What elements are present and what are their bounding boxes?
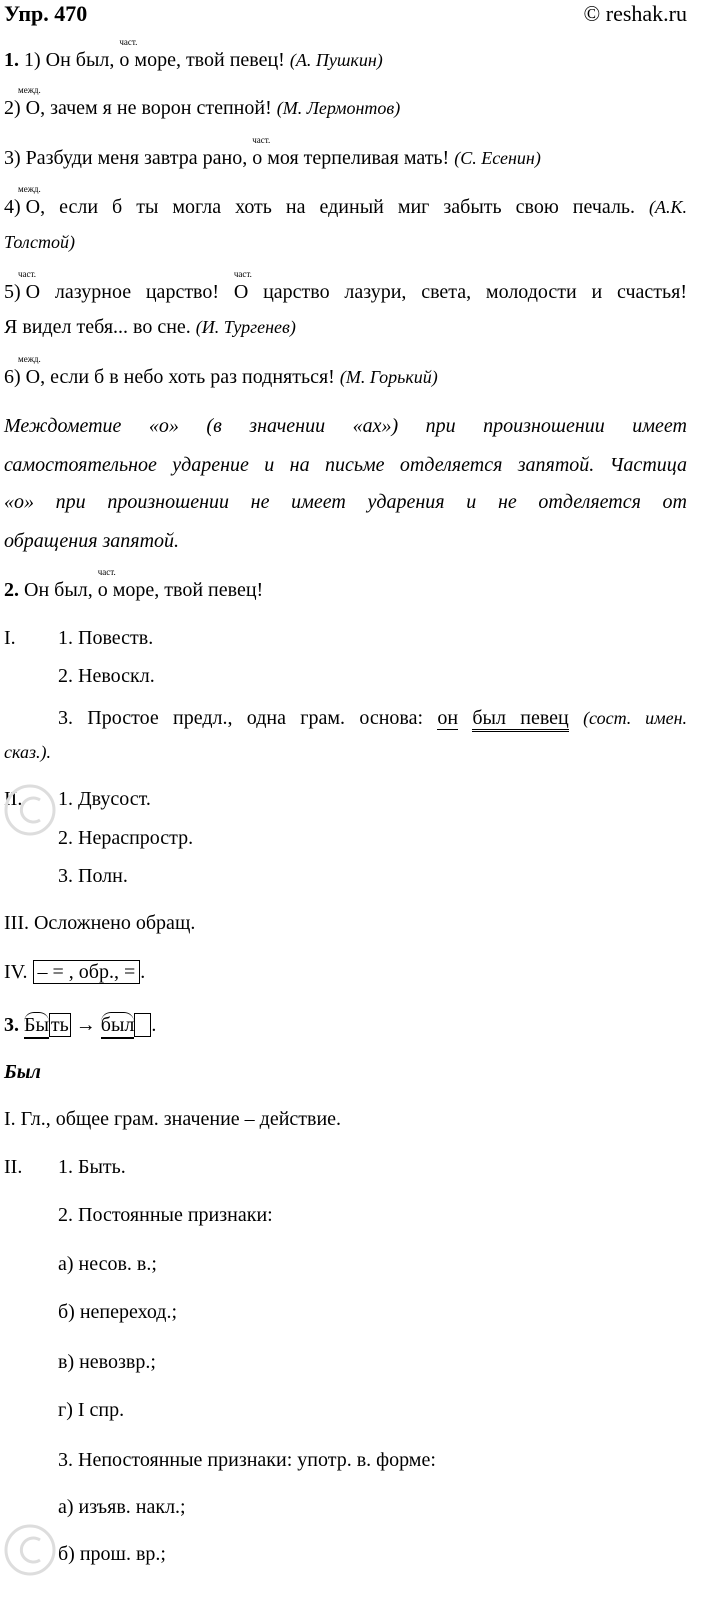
rule-line: «о» при произношении не имеет ударения и не отделяется от xyxy=(4,491,687,513)
parse-item: 1. Повеств. xyxy=(58,627,154,649)
parse-item: 2. Нераспростр. xyxy=(58,827,194,849)
sentence-2: межд. 2) О, зачем я не ворон степной! (М. Лермонтов) xyxy=(4,85,401,119)
morph-item: 1. Быть. xyxy=(58,1156,126,1178)
word-title: Был xyxy=(4,1061,41,1083)
parse-item-basis: 3. Простое предл., одна грам. основа: он был певец (сост. имен. xyxy=(58,706,687,730)
roman-2: II. xyxy=(4,788,23,810)
morph-item: а) несов. в.; xyxy=(58,1253,157,1275)
morph-item: г) I спр. xyxy=(58,1399,125,1421)
morph-item: 3. Непостоянные признаки: употр. в. форме: xyxy=(58,1449,436,1471)
exercise-title: Упр. 470 xyxy=(4,1,88,26)
morph-item: I. Гл., общее грам. значение – действие. xyxy=(4,1108,342,1130)
morph-item: б) непереход.; xyxy=(58,1301,178,1323)
sentence-5: част. 5) О лазурное царство! част. О царство лазури, света, молодости и счастья! xyxy=(4,269,688,303)
roman-1: I. xyxy=(4,627,16,649)
sentence-4-author: Толстой) xyxy=(4,232,75,252)
morpheme-parse: 3. Бы ть → был . xyxy=(4,1012,156,1039)
parse-item: 1. Двусост. xyxy=(58,788,151,810)
roman-3: III. Осложнено обращ. xyxy=(4,912,196,934)
morph-item: в) невозвр.; xyxy=(58,1351,156,1373)
copyright: © reshak.ru xyxy=(583,1,687,26)
sentence-scheme: IV. – = , обр., = . xyxy=(4,961,146,983)
roman-2: II. xyxy=(4,1156,23,1178)
sentence-1: 1. 1) Он был, част. о море, твой певец! (А. Пушкин) xyxy=(4,37,383,71)
sentence-5-cont: Я видел тебя... во сне. (И. Тургенев) xyxy=(4,316,296,338)
morph-item: 2. Постоянные признаки: xyxy=(58,1204,273,1226)
parse-note: сказ.). xyxy=(4,742,51,762)
sentence-4: межд. 4) О, если б ты могла хоть на единый миг забыть свою печаль. (А.К. xyxy=(4,184,687,218)
sentence-6: межд. 6) О, если б в небо хоть раз подняться! (М. Горький) xyxy=(4,354,438,388)
rule-line: Междометие «о» (в значении «ах») при произношении имеет xyxy=(4,415,687,437)
morph-item: б) прош. вр.; xyxy=(58,1543,166,1565)
parse-item: 3. Полн. xyxy=(58,865,128,887)
parse-item: 2. Невоскл. xyxy=(58,665,155,687)
rule-line: самостоятельное ударение и на письме отделяется запятой. Частица xyxy=(4,454,687,476)
parse-sentence: 2. Он был, част. о море, твой певец! xyxy=(4,567,264,601)
sentence-3: 3) Разбуди меня завтра рано, част. о моя терпеливая мать! (С. Есенин) xyxy=(4,135,541,169)
watermark-logo-icon xyxy=(0,1480,60,1590)
rule-line: обращения запятой. xyxy=(4,530,180,552)
morph-item: а) изъяв. накл.; xyxy=(58,1496,186,1518)
